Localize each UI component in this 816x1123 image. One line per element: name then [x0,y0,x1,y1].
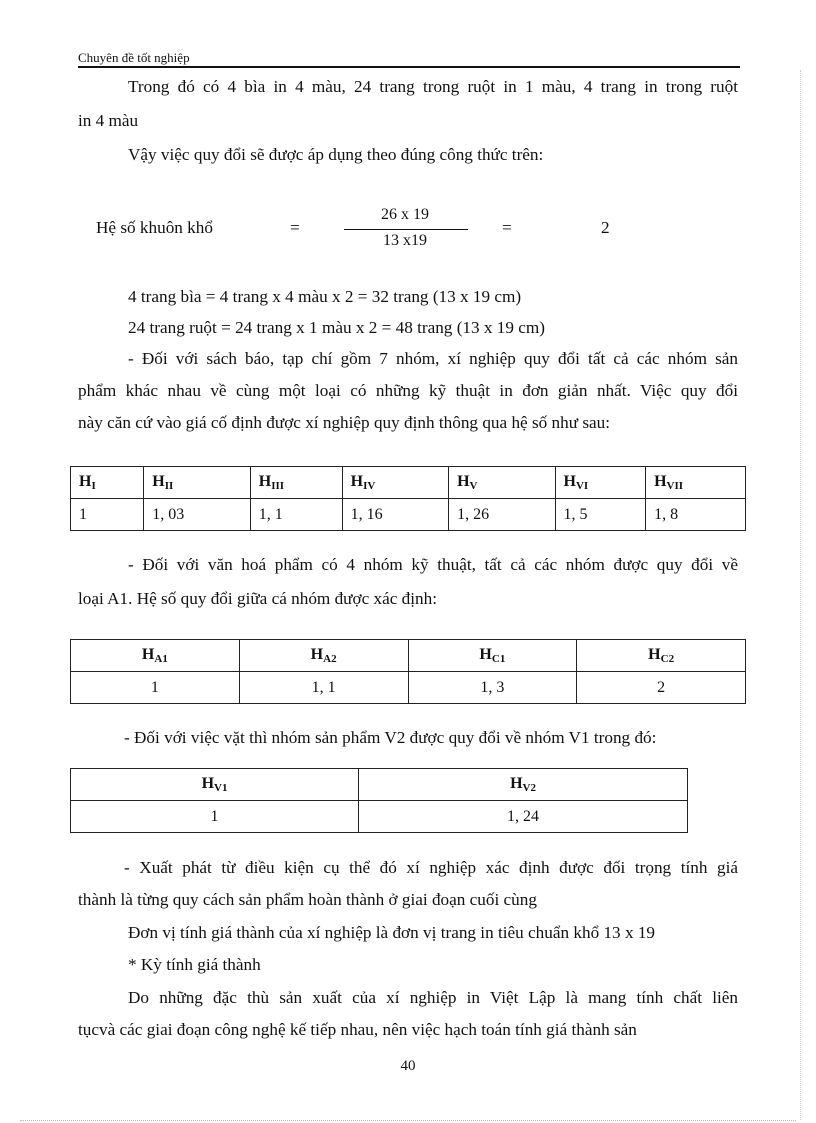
paragraph-line: - Xuất phát từ điều kiện cụ thể đó xí nghiệp xác định được đối trọng tính giá [124,858,738,877]
paragraph-line: * Kỳ tính giá thành [128,955,261,974]
table-header-row [71,769,688,801]
table-cell: 1 [71,672,240,704]
table-cell: 1, 26 [449,499,555,531]
table-header-row [71,467,746,499]
formula-label: Hệ số khuôn khổ [96,218,213,237]
table-header-cell: $H_{V1}$ [71,769,359,801]
paragraph-line: Trong đó có 4 bìa in 4 màu, 24 trang trong ruột in 1 màu, 4 trang in trong ruột [128,77,738,96]
table-header-row [71,640,746,672]
paragraph-line: - Đối với việc vặt thì nhóm sản phẩm V2 được quy đổi về nhóm V1 trong đó: [124,728,657,747]
table-cell: 1 [71,801,359,833]
paragraph-line: tụcvà các giai đoạn công nghệ kế tiếp nhau, nên việc hạch toán tính giá thành sản [78,1020,637,1039]
table-header-cell: $H_{V2}$ [359,769,688,801]
table-row [71,499,746,531]
fraction-bar [344,229,468,230]
paragraph-line: phẩm khác nhau về cùng một loại có những kỹ thuật in đơn giản nhất. Việc quy đổi [78,381,738,400]
table-cell: 1, 3 [408,672,577,704]
table-header-cell: $H_{II}$ [144,467,250,499]
formula-block [0,204,816,260]
formula-result: 2 [601,218,610,237]
table-header-cell: $H_{A2}$ [239,640,408,672]
table-cell: 1, 03 [144,499,250,531]
page-number: 40 [400,1058,416,1074]
paragraph-line: Đơn vị tính giá thành của xí nghiệp là đơn vị trang in tiêu chuẩn khổ 13 x 19 [128,923,656,942]
bottom-divider [20,1120,796,1121]
table-cell: 2 [577,672,746,704]
coefficient-table-magazines [70,466,746,531]
table-header-cell: $H_V$ [449,467,555,499]
paragraph-line: này căn cứ vào giá cố định được xí nghiệp quy định thông qua hệ số như sau: [78,413,611,432]
coefficient-table-culture [70,639,746,704]
paragraph-line: Vậy việc quy đổi sẽ được áp dụng theo đúng công thức trên: [128,145,544,164]
table-cell: 1 [71,499,144,531]
coefficient-table-misc [70,768,688,833]
table-cell: 1, 16 [342,499,448,531]
table-header-cell: $H_{VII}$ [646,467,746,499]
paragraph-line: 4 trang bìa = 4 trang x 4 màu x 2 = 32 trang (13 x 19 cm) [128,287,522,306]
paragraph-line: 24 trang ruột = 24 trang x 1 màu x 2 = 48 trang (13 x 19 cm) [128,318,546,337]
paragraph-line: loại A1. Hệ số quy đổi giữa cá nhóm được xác định: [78,589,437,608]
table-cell: 1, 5 [555,499,646,531]
table-header-cell: $H_{III}$ [250,467,342,499]
formula-numerator: 26 x 19 [381,206,429,223]
table-cell: 1, 1 [239,672,408,704]
table-header-cell: $H_{A1}$ [71,640,240,672]
paragraph-line: - Đối với văn hoá phẩm có 4 nhóm kỹ thuật, tất cả các nhóm được quy đổi về [128,555,738,574]
table-header-cell: $H_{VI}$ [555,467,646,499]
paragraph-line: - Đối với sách báo, tạp chí gồm 7 nhóm, xí nghiệp quy đổi tất cả các nhóm sản [128,349,738,368]
table-header-cell: $H_{C2}$ [577,640,746,672]
table-header-cell: $H_{C1}$ [408,640,577,672]
formula-denominator: 13 x19 [383,232,427,249]
paragraph-line: thành là từng quy cách sản phẩm hoàn thành ở giai đoạn cuối cùng [78,890,537,909]
right-divider [800,70,801,1120]
table-cell: 1, 1 [250,499,342,531]
formula-equals: = [502,218,512,237]
page-header: Chuyên đề tốt nghiệp [78,50,740,68]
table-cell: 1, 8 [646,499,746,531]
paragraph-line: Do những đặc thù sản xuất của xí nghiệp in Việt Lập là mang tính chất liên [128,988,738,1007]
table-row [71,801,688,833]
formula-equals: = [290,218,300,237]
table-cell: 1, 24 [359,801,688,833]
table-header-cell: $H_I$ [71,467,144,499]
paragraph-line: in 4 màu [78,111,139,130]
table-header-cell: $H_{IV}$ [342,467,448,499]
table-row [71,672,746,704]
